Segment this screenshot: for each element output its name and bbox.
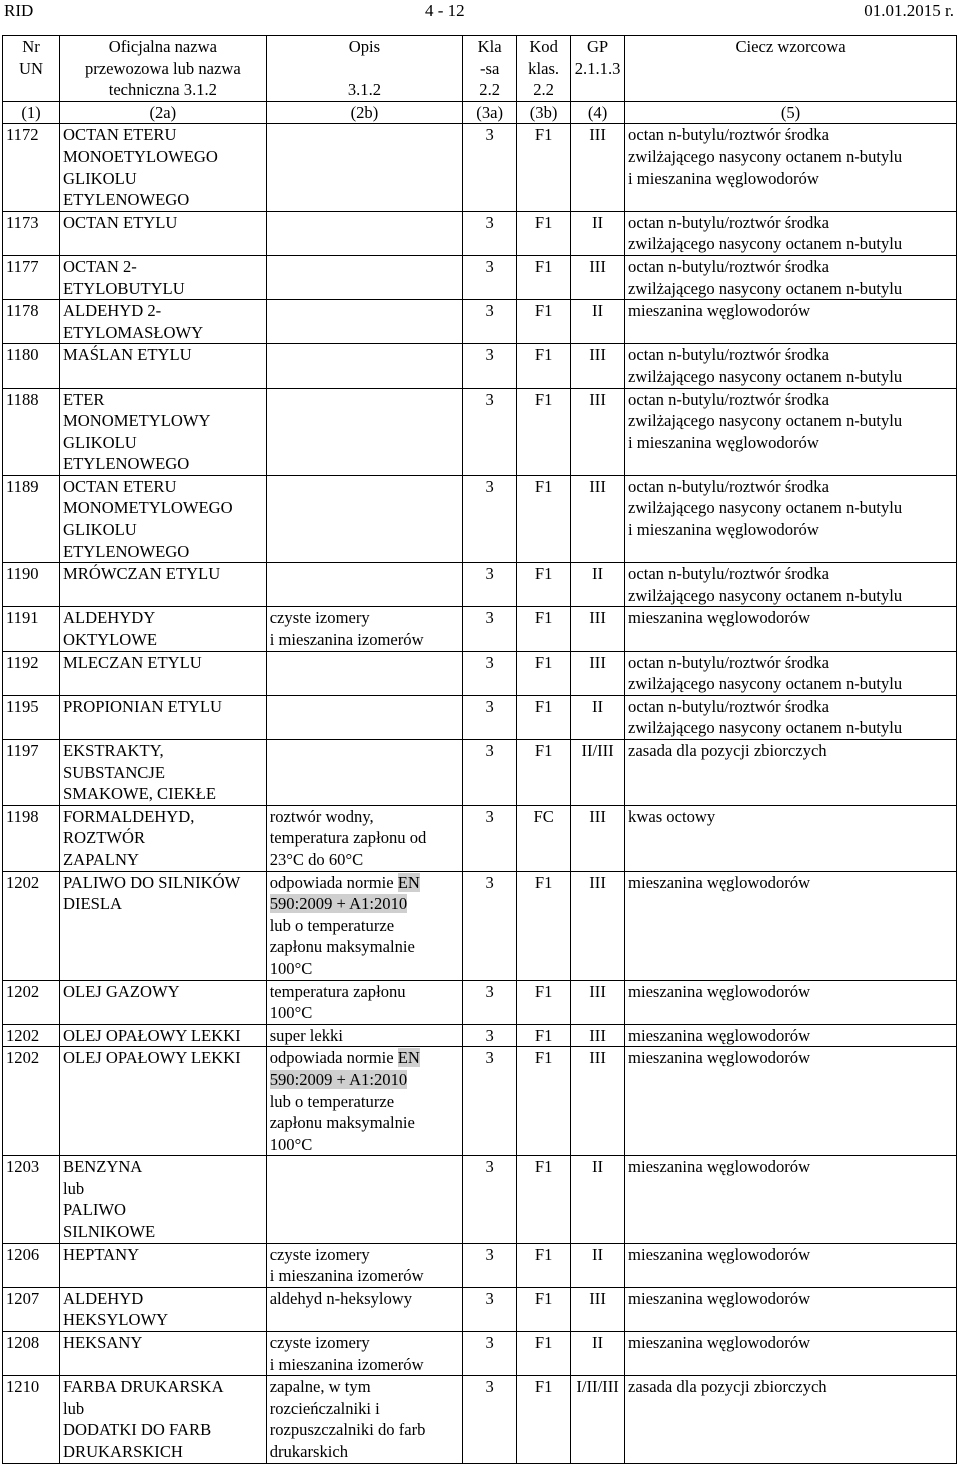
- packing-group: III: [571, 124, 625, 211]
- description: [266, 1156, 463, 1243]
- description: temperatura zapłonu 100°C: [266, 980, 463, 1024]
- colnum-2a: (2a): [60, 101, 267, 124]
- header-kod: Kod klas. 2.2: [517, 36, 571, 102]
- packing-group: II/III: [571, 740, 625, 806]
- standard-liquid: mieszanina węglowodorów: [625, 1332, 957, 1376]
- table-row: [3, 805, 957, 871]
- packing-group: III: [571, 475, 625, 562]
- substance-name: HEKSANY: [60, 1332, 267, 1376]
- description: [266, 475, 463, 562]
- table-row: [3, 607, 957, 651]
- description: [266, 740, 463, 806]
- un-number: 1189: [3, 475, 60, 562]
- un-number: 1202: [3, 1047, 60, 1156]
- table-row: [3, 344, 957, 388]
- class: 3: [463, 651, 517, 695]
- standard-liquid: mieszanina węglowodorów: [625, 300, 957, 344]
- packing-group: II: [571, 1156, 625, 1243]
- un-number: 1192: [3, 651, 60, 695]
- classification-code: F1: [517, 1156, 571, 1243]
- classification-code: F1: [517, 344, 571, 388]
- description: [266, 695, 463, 739]
- column-header-row: [3, 36, 957, 102]
- packing-group: III: [571, 255, 625, 299]
- description-standard-highlight: EN 590:2009 + A1:2010: [269, 1048, 420, 1089]
- table-row: [3, 1376, 957, 1463]
- standard-liquid: octan n-butylu/roztwór środka zwilżającego nasycony octanem n-butylu i mieszanina węglowodorów: [625, 388, 957, 475]
- class: 3: [463, 980, 517, 1024]
- table-row: [3, 1287, 957, 1331]
- class: 3: [463, 1243, 517, 1287]
- colnum-5: (5): [625, 101, 957, 124]
- class: 3: [463, 607, 517, 651]
- packing-group: III: [571, 1024, 625, 1047]
- class: 3: [463, 563, 517, 607]
- description-text: odpowiada normie: [269, 872, 398, 892]
- substance-name: MRÓWCZAN ETYLU: [60, 563, 267, 607]
- substance-name: BENZYNA lub PALIWO SILNIKOWE: [60, 1156, 267, 1243]
- classification-code: F1: [517, 740, 571, 806]
- header-klasa: Kla -sa 2.2: [463, 36, 517, 102]
- description: aldehyd n-heksylowy: [266, 1287, 463, 1331]
- description: [266, 211, 463, 255]
- classification-code: F1: [517, 651, 571, 695]
- classification-code: F1: [517, 563, 571, 607]
- packing-group: II: [571, 1243, 625, 1287]
- packing-group: III: [571, 1047, 625, 1156]
- un-number: 1198: [3, 805, 60, 871]
- classification-code: F1: [517, 1024, 571, 1047]
- table-row: [3, 124, 957, 211]
- table-row: [3, 1332, 957, 1376]
- packing-group: III: [571, 1287, 625, 1331]
- packing-group: I/II/III: [571, 1376, 625, 1463]
- classification-code: F1: [517, 124, 571, 211]
- header-left: RID: [4, 1, 34, 20]
- description: czyste izomery i mieszanina izomerów: [266, 607, 463, 651]
- description: czyste izomery i mieszanina izomerów: [266, 1332, 463, 1376]
- table-row: [3, 695, 957, 739]
- description: [266, 124, 463, 211]
- class: 3: [463, 344, 517, 388]
- packing-group: III: [571, 651, 625, 695]
- standard-liquid: octan n-butylu/roztwór środka zwilżającego nasycony octanem n-butylu: [625, 255, 957, 299]
- substance-name: HEPTANY: [60, 1243, 267, 1287]
- description: [266, 388, 463, 475]
- standard-liquid: octan n-butylu/roztwór środka zwilżającego nasycony octanem n-butylu: [625, 344, 957, 388]
- class: 3: [463, 1024, 517, 1047]
- classification-code: F1: [517, 388, 571, 475]
- header-opis: Opis 3.1.2: [266, 36, 463, 102]
- colnum-3a: (3a): [463, 101, 517, 124]
- description: [266, 255, 463, 299]
- class: 3: [463, 255, 517, 299]
- standard-liquid: mieszanina węglowodorów: [625, 1047, 957, 1156]
- table-row: [3, 475, 957, 562]
- un-number: 1191: [3, 607, 60, 651]
- standard-liquid: octan n-butylu/roztwór środka zwilżającego nasycony octanem n-butylu: [625, 211, 957, 255]
- standard-liquid: mieszanina węglowodorów: [625, 607, 957, 651]
- un-number: 1173: [3, 211, 60, 255]
- substance-name: EKSTRAKTY, SUBSTANCJE SMAKOWE, CIEKŁE: [60, 740, 267, 806]
- substance-name: OLEJ OPAŁOWY LEKKI: [60, 1047, 267, 1156]
- classification-code: F1: [517, 980, 571, 1024]
- table-row: [3, 1047, 957, 1156]
- description: [266, 651, 463, 695]
- substance-name: OCTAN ETERU MONOETYLOWEGO GLIKOLU ETYLENOWEGO: [60, 124, 267, 211]
- colnum-1: (1): [3, 101, 60, 124]
- classification-code: F1: [517, 255, 571, 299]
- standard-liquid: mieszanina węglowodorów: [625, 871, 957, 980]
- header-date: 01.01.2015 r.: [864, 1, 954, 20]
- header-ciecz: Ciecz wzorcowa: [625, 36, 957, 102]
- un-number: 1202: [3, 980, 60, 1024]
- substance-name: ETER MONOMETYLOWY GLIKOLU ETYLENOWEGO: [60, 388, 267, 475]
- classification-code: F1: [517, 607, 571, 651]
- table-row: [3, 740, 957, 806]
- colnum-3b: (3b): [517, 101, 571, 124]
- substance-name: FORMALDEHYD, ROZTWÓR ZAPALNY: [60, 805, 267, 871]
- header-gp: GP 2.1.1.3: [571, 36, 625, 102]
- classification-code: F1: [517, 211, 571, 255]
- packing-group: III: [571, 980, 625, 1024]
- description: [266, 300, 463, 344]
- packing-group: III: [571, 805, 625, 871]
- classification-code: F1: [517, 1376, 571, 1463]
- substance-name: PROPIONIAN ETYLU: [60, 695, 267, 739]
- description: [266, 344, 463, 388]
- packing-group: III: [571, 871, 625, 980]
- description: super lekki: [266, 1024, 463, 1047]
- class: 3: [463, 211, 517, 255]
- table-row: [3, 1156, 957, 1243]
- packing-group: II: [571, 695, 625, 739]
- header-page-number: 4 - 12: [425, 1, 465, 20]
- class: 3: [463, 871, 517, 980]
- substance-name: OLEJ GAZOWY: [60, 980, 267, 1024]
- standard-liquid: mieszanina węglowodorów: [625, 1156, 957, 1243]
- classification-code: F1: [517, 871, 571, 980]
- table-row: [3, 651, 957, 695]
- standard-liquid: mieszanina węglowodorów: [625, 1287, 957, 1331]
- class: 3: [463, 388, 517, 475]
- standard-liquid: octan n-butylu/roztwór środka zwilżającego nasycony octanem n-butylu i mieszanina węglowodorów: [625, 124, 957, 211]
- packing-group: II: [571, 300, 625, 344]
- substance-name: ALDEHYDY OKTYLOWE: [60, 607, 267, 651]
- un-number: 1177: [3, 255, 60, 299]
- standard-liquid: mieszanina węglowodorów: [625, 1024, 957, 1047]
- un-number: 1208: [3, 1332, 60, 1376]
- un-number: 1197: [3, 740, 60, 806]
- description: [266, 871, 463, 980]
- header-name: Oficjalna nazwa przewozowa lub nazwa techniczna 3.1.2: [60, 36, 267, 102]
- page-header: [0, 0, 960, 24]
- class: 3: [463, 1376, 517, 1463]
- class: 3: [463, 1156, 517, 1243]
- substance-name: OCTAN ETERU MONOMETYLOWEGO GLIKOLU ETYLENOWEGO: [60, 475, 267, 562]
- standard-liquid: zasada dla pozycji zbiorczych: [625, 740, 957, 806]
- standard-liquid: octan n-butylu/roztwór środka zwilżającego nasycony octanem n-butylu: [625, 651, 957, 695]
- class: 3: [463, 1287, 517, 1331]
- un-number: 1190: [3, 563, 60, 607]
- description-text: lub o temperaturze zapłonu maksymalnie 100°C: [269, 1091, 415, 1154]
- class: 3: [463, 300, 517, 344]
- packing-group: III: [571, 607, 625, 651]
- un-number: 1206: [3, 1243, 60, 1287]
- packing-group: III: [571, 388, 625, 475]
- un-number: 1202: [3, 871, 60, 980]
- standard-liquid: octan n-butylu/roztwór środka zwilżającego nasycony octanem n-butylu: [625, 695, 957, 739]
- class: 3: [463, 1047, 517, 1156]
- colnum-4: (4): [571, 101, 625, 124]
- header-nr-un: Nr UN: [3, 36, 60, 102]
- description: zapalne, w tym rozcieńczalniki i rozpuszczalniki do farb drukarskich: [266, 1376, 463, 1463]
- un-number: 1180: [3, 344, 60, 388]
- classification-code: F1: [517, 1047, 571, 1156]
- standard-liquid: zasada dla pozycji zbiorczych: [625, 1376, 957, 1463]
- description: roztwór wodny, temperatura zapłonu od 23°C do 60°C: [266, 805, 463, 871]
- description: [266, 1047, 463, 1156]
- description-text: lub o temperaturze zapłonu maksymalnie 100°C: [269, 915, 415, 978]
- standard-liquid: mieszanina węglowodorów: [625, 980, 957, 1024]
- packing-group: II: [571, 211, 625, 255]
- classification-code: F1: [517, 475, 571, 562]
- un-number: 1195: [3, 695, 60, 739]
- class: 3: [463, 695, 517, 739]
- standard-liquid: octan n-butylu/roztwór środka zwilżającego nasycony octanem n-butylu: [625, 563, 957, 607]
- packing-group: II: [571, 563, 625, 607]
- un-number: 1172: [3, 124, 60, 211]
- table-row: [3, 1024, 957, 1047]
- substance-name: FARBA DRUKARSKA lub DODATKI DO FARB DRUKARSKICH: [60, 1376, 267, 1463]
- standard-liquid: mieszanina węglowodorów: [625, 1243, 957, 1287]
- substance-name: OCTAN 2- ETYLOBUTYLU: [60, 255, 267, 299]
- substance-name: MAŚLAN ETYLU: [60, 344, 267, 388]
- class: 3: [463, 124, 517, 211]
- un-number: 1178: [3, 300, 60, 344]
- table-row: [3, 1243, 957, 1287]
- substance-name: OLEJ OPAŁOWY LEKKI: [60, 1024, 267, 1047]
- table-row: [3, 211, 957, 255]
- substance-name: ALDEHYD 2- ETYLOMASŁOWY: [60, 300, 267, 344]
- table-row: [3, 980, 957, 1024]
- classification-code: F1: [517, 1332, 571, 1376]
- substance-name: PALIWO DO SILNIKÓW DIESLA: [60, 871, 267, 980]
- classification-code: F1: [517, 695, 571, 739]
- substance-name: OCTAN ETYLU: [60, 211, 267, 255]
- classification-code: FC: [517, 805, 571, 871]
- class: 3: [463, 740, 517, 806]
- packing-group: III: [571, 344, 625, 388]
- table-row: [3, 388, 957, 475]
- packing-group: II: [571, 1332, 625, 1376]
- table-row: [3, 300, 957, 344]
- un-number: 1210: [3, 1376, 60, 1463]
- classification-code: F1: [517, 1243, 571, 1287]
- substance-name: MLECZAN ETYLU: [60, 651, 267, 695]
- substance-name: ALDEHYD HEKSYLOWY: [60, 1287, 267, 1331]
- un-number: 1203: [3, 1156, 60, 1243]
- table-row: [3, 563, 957, 607]
- standard-liquid: octan n-butylu/roztwór środka zwilżającego nasycony octanem n-butylu i mieszanina węglowodorów: [625, 475, 957, 562]
- class: 3: [463, 805, 517, 871]
- substance-table: [2, 35, 957, 1464]
- column-number-row: [3, 101, 957, 124]
- description: czyste izomery i mieszanina izomerów: [266, 1243, 463, 1287]
- description: [266, 563, 463, 607]
- class: 3: [463, 475, 517, 562]
- standard-liquid: kwas octowy: [625, 805, 957, 871]
- description-text: odpowiada normie: [269, 1048, 398, 1068]
- un-number: 1188: [3, 388, 60, 475]
- table-row: [3, 255, 957, 299]
- class: 3: [463, 1332, 517, 1376]
- table-row: [3, 871, 957, 980]
- classification-code: F1: [517, 300, 571, 344]
- description-standard-highlight: EN 590:2009 + A1:2010: [269, 872, 420, 914]
- un-number: 1207: [3, 1287, 60, 1331]
- colnum-2b: (2b): [266, 101, 463, 124]
- classification-code: F1: [517, 1287, 571, 1331]
- un-number: 1202: [3, 1024, 60, 1047]
